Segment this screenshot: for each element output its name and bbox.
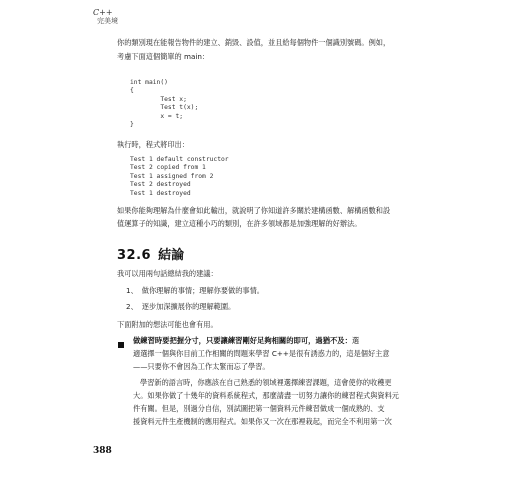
book-subtitle: 完美境 <box>97 17 118 25</box>
list-item <box>126 302 235 312</box>
list-marker: 2、 <box>126 302 138 311</box>
list-text: 做你理解的事情；理解你要做的事情。 <box>141 286 264 295</box>
section-number: 32.6 <box>117 248 152 263</box>
code-block-main: int main() { Test x; Test t(x); x = t; } <box>130 79 199 129</box>
bullet-bold-tail: 選 <box>351 336 360 345</box>
para2-line-4: 援資料元件生產機制的應用程式。如果你又一次在那裡栽起，而完全不利用第一次 <box>133 417 392 426</box>
section-title: 結論 <box>158 248 185 263</box>
intro-line-2: 考慮下面這個簡單的 main： <box>117 52 210 61</box>
conclusion-intro: 我可以用兩句話總結我的建議： <box>117 269 218 278</box>
exec-text: 執行時，程式將印出： <box>117 140 189 149</box>
para2-line-3: 件有關。但是，別過分自信，別試圖把第一個資料元件練習做成一個成熟的、支 <box>133 404 385 413</box>
running-header <box>93 8 153 26</box>
para2-line-1: 學習新的語言時，你應該在自己熟悉的領域裡選擇練習課題，這會使你的收穫更 <box>140 378 392 387</box>
bullet-bold-text: 做練習時要把握分寸，只要讓練習剛好足夠相關的即可，過猶不及： <box>133 336 352 345</box>
code-block-output: Test 1 default constructor Test 2 copied from 1 Test 1 assigned from 2 Test 2 destroyed Test 1 destroyed <box>130 156 229 197</box>
section-heading <box>117 244 184 263</box>
appendix-intro: 下面附加的想法可能也會有用。 <box>117 320 218 329</box>
para2-line-2: 大。如果你做了十幾年的資料系統程式，那麼請盡一切努力讓你的練習程式與資料元 <box>133 391 399 400</box>
book-title: C++ <box>93 8 113 17</box>
intro-line-1: 你的類別現在能報告物件的建立、銷毀、設值，並且給每個物件一個識別號碼。例如， <box>117 38 391 47</box>
bullet-square-icon <box>118 342 124 348</box>
list-text: 逐步加深擴展你的理解範圍。 <box>141 302 236 311</box>
explain-line-1: 如果你能夠理解為什麼會如此輸出，就說明了你知道許多關於建構函數、解構函數和設 <box>117 206 391 215</box>
bullet-bold-line <box>133 335 359 348</box>
bullet-line-3: ——只要你不會因為工作太緊而忘了學習。 <box>133 362 270 371</box>
page-number: 388 <box>93 446 112 456</box>
list-marker: 1、 <box>126 286 138 295</box>
bullet-line-2: 適選擇一個與你目前工作相關的問題來學習 C++是很有誘惑力的，這是個好主意 <box>133 349 390 358</box>
list-item <box>126 286 264 296</box>
explain-line-2: 值運算子的知識，建立這種小巧的類別，在許多領域都是加強理解的好辦法。 <box>117 219 362 228</box>
